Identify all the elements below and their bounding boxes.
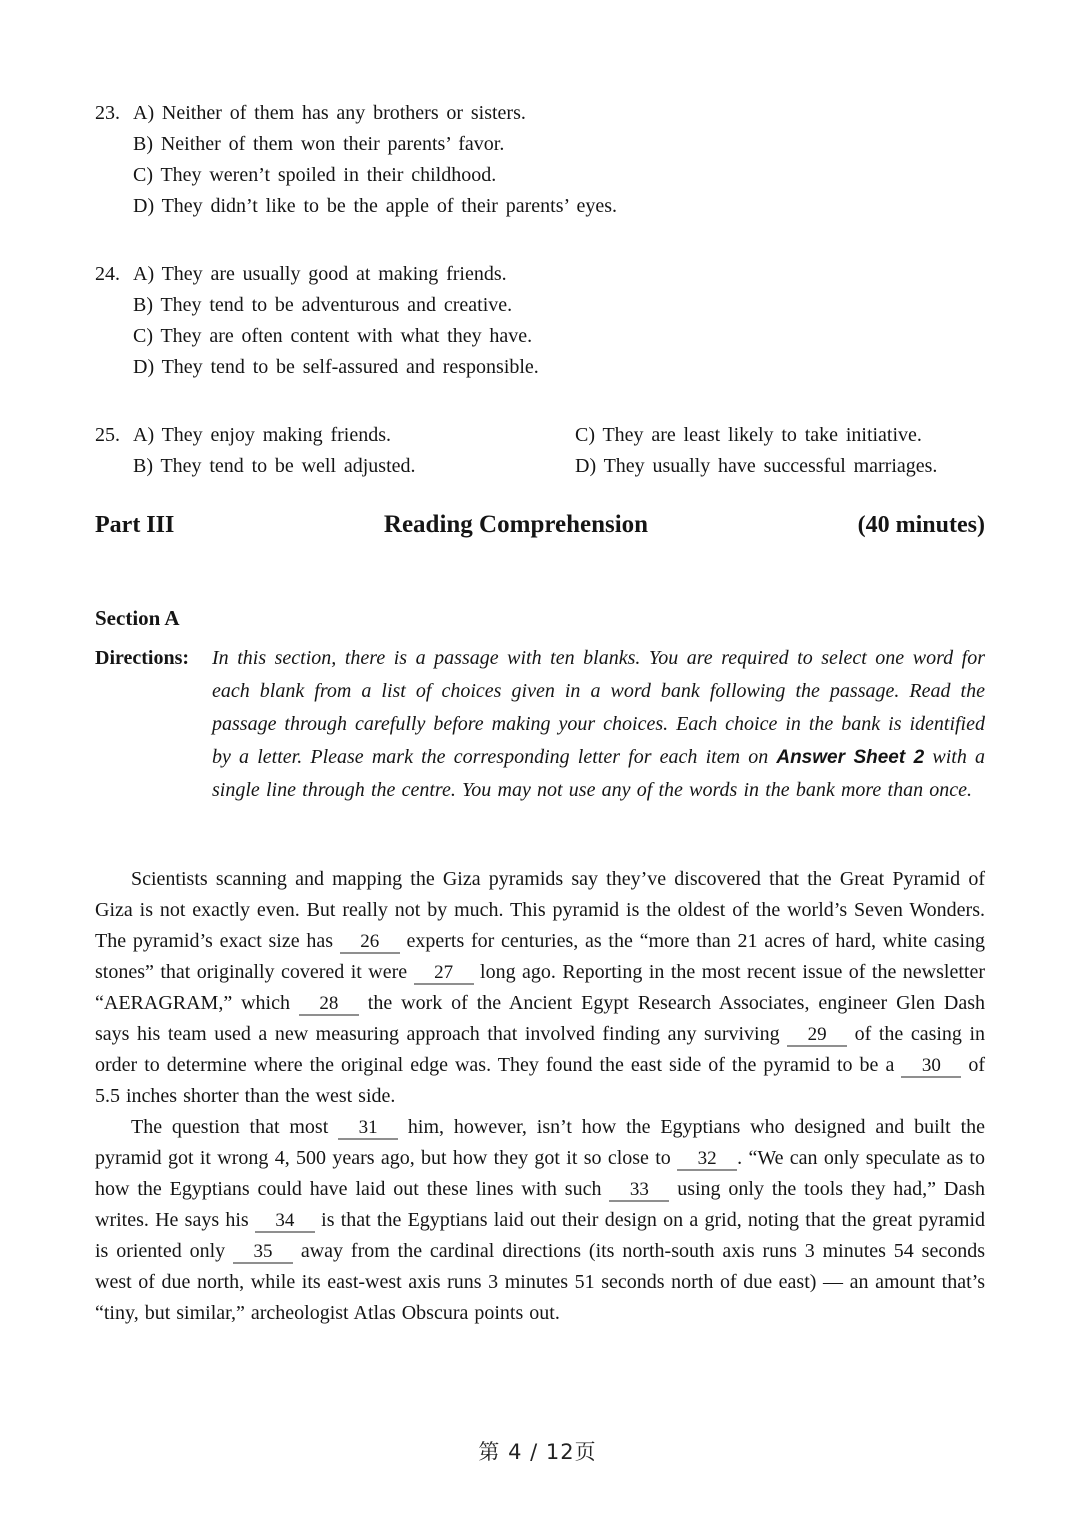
option-text: They are often content with what they have. (160, 325, 533, 347)
option-label: A) (133, 102, 155, 124)
fill-blank (340, 931, 400, 954)
option-label: A) (133, 424, 155, 446)
passage-text: experts for centuries, as the “more than 21 acres of hard, white casing stones” that originally covered it were (95, 930, 985, 983)
option-text: They are least likely to take initiative. (602, 424, 922, 446)
part-label: Part III (95, 512, 175, 538)
passage-text: using only the tools they had,” Dash writes. He says his (95, 1178, 985, 1231)
passage-text: . “We can only speculate as to how the Egyptians could have laid out these lines with such (95, 1147, 985, 1200)
option-row (575, 420, 985, 451)
passage (95, 864, 985, 1329)
option-row (133, 451, 575, 482)
option-text: They enjoy making friends. (161, 424, 392, 446)
directions-block (95, 642, 985, 807)
directions-label: Directions: (95, 647, 190, 669)
option-label: C) (133, 164, 153, 186)
option-row (133, 259, 985, 290)
fill-blank (901, 1055, 961, 1078)
option-text: They are usually good at making friends. (161, 263, 507, 285)
blank-number: 31 (358, 1117, 378, 1138)
directions-segment: In this section, there is a passage with ten blanks. You are required to select one word for each blank from a list of choices given in a word bank following the passage. Read the passage through carefully before making your choices. Each choice in the bank is identified by a letter. Please mark the corresponding letter for each item on (212, 647, 985, 768)
option-row (133, 420, 575, 451)
passage-paragraph (95, 864, 985, 1112)
option-row (133, 160, 985, 191)
fill-blank (233, 1241, 293, 1264)
option-text: Neither of them won their parents’ favor. (160, 133, 505, 155)
questions-block (95, 98, 985, 482)
fill-blank (787, 1024, 847, 1047)
question-number: 25. (95, 424, 120, 446)
passage-text: of 5.5 inches shorter than the west side. (95, 1054, 985, 1107)
option-label: C) (575, 424, 595, 446)
blank-number: 34 (275, 1210, 295, 1231)
blank-number: 27 (434, 962, 454, 983)
option-row (133, 98, 985, 129)
fill-blank (299, 993, 359, 1016)
blank-number: 32 (697, 1148, 717, 1169)
option-row (133, 290, 985, 321)
option-text: They usually have successful marriages. (603, 455, 938, 477)
page-indicator: 第 4 / 12页 (478, 1440, 597, 1464)
option-row (575, 451, 985, 482)
option-label: D) (575, 455, 597, 477)
passage-text: The question that most (131, 1116, 339, 1138)
section-heading: Section A (95, 606, 180, 630)
passage-text: is that the Egyptians laid out their design on a grid, noting that the great pyramid is oriented only (95, 1209, 986, 1262)
directions-text (212, 642, 985, 807)
passage-text: away from the cardinal directions (its north-south axis runs 3 minutes 54 seconds west of due north, while its east-west axis runs 3 minutes 51 seconds north of due east) — an amount that’s “tiny, but similar,” archeologist Atlas Obscura points out. (95, 1240, 985, 1324)
option-text: They tend to be self-assured and responsible. (161, 356, 539, 378)
passage-text: long ago. Reporting in the most recent issue of the newsletter “AERAGRAM,” which (95, 961, 985, 1014)
passage-text: of the casing in order to determine where the original edge was. They found the east side of the pyramid to be a (95, 1023, 986, 1076)
fill-blank (338, 1117, 398, 1140)
option-text: They weren’t spoiled in their childhood. (160, 164, 497, 186)
part-title: Reading Comprehension (383, 511, 649, 538)
option-label: B) (133, 455, 153, 477)
option-row (133, 352, 985, 383)
options-list (133, 259, 985, 383)
blank-number: 28 (319, 993, 339, 1014)
option-label: A) (133, 263, 155, 285)
fill-blank (414, 962, 474, 985)
question-item (95, 259, 985, 383)
fill-blank (255, 1210, 315, 1233)
passage-text: Scientists scanning and mapping the Giza pyramids say they’ve discovered that the Great Pyramid of Giza is not exactly even. But really not by much. This pyramid is the oldest of the world’s Seven Wonders. The pyramid’s exact size has (95, 868, 985, 952)
option-row (133, 321, 985, 352)
question-number: 24. (95, 263, 120, 285)
option-row (133, 191, 985, 222)
blank-number: 33 (629, 1179, 649, 1200)
blank-number: 26 (360, 931, 380, 952)
question-item (95, 98, 985, 222)
answer-sheet-ref: Answer Sheet 2 (776, 747, 925, 768)
blank-number: 35 (253, 1241, 273, 1262)
option-text: Neither of them has any brothers or sisters. (161, 102, 526, 124)
directions-segment: with a single line through the centre. You may not use any of the words in the bank more than once. (212, 746, 985, 801)
fill-blank (677, 1148, 737, 1171)
question-item (95, 420, 985, 482)
option-label: B) (133, 294, 153, 316)
fill-blank (609, 1179, 669, 1202)
options-list (133, 98, 985, 222)
passage-paragraph (95, 1112, 985, 1329)
passage-text: the work of the Ancient Egypt Research Associates, engineer Glen Dash says his team used a new measuring approach that involved finding any surviving (95, 992, 985, 1045)
option-text: They tend to be adventurous and creative. (160, 294, 513, 316)
option-label: D) (133, 356, 155, 378)
option-label: C) (133, 325, 153, 347)
page-footer (0, 1436, 1075, 1466)
option-row (133, 129, 985, 160)
option-label: B) (133, 133, 153, 155)
passage-text: him, however, isn’t how the Egyptians who designed and built the pyramid got it wrong 4, 500 years ago, but how they got it so close to (95, 1116, 985, 1169)
question-number: 23. (95, 102, 120, 124)
option-text: They tend to be well adjusted. (160, 455, 416, 477)
option-text: They didn’t like to be the apple of their parents’ eyes. (161, 195, 618, 217)
option-label: D) (133, 195, 155, 217)
part-duration: (40 minutes) (857, 512, 985, 538)
part-heading (95, 508, 985, 542)
blank-number: 29 (807, 1024, 827, 1045)
options-list (133, 420, 985, 482)
blank-number: 30 (921, 1055, 941, 1076)
